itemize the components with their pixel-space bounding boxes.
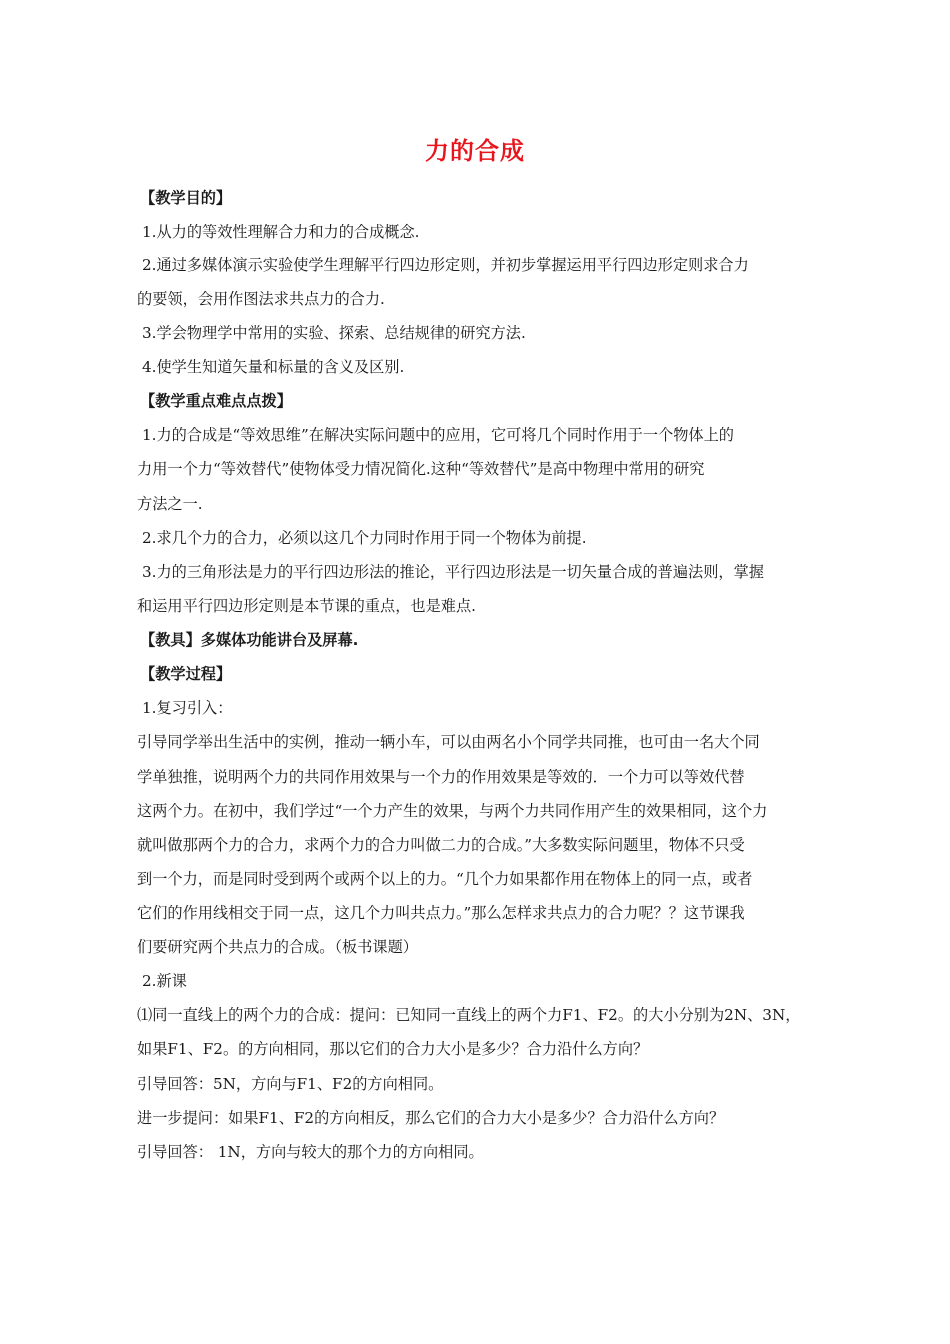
- paragraph-line: 2.新课: [142, 972, 187, 990]
- paragraph-line: 力用一个力“等效替代”使物体受力情况简化.这种“等效替代”是高中物理中常用的研究: [137, 460, 705, 478]
- paragraph-line: 1.从力的等效性理解合力和力的合成概念.: [142, 223, 420, 241]
- paragraph-line: 3.力的三角形法是力的平行四边形法的推论，平行四边形法是一切矢量合成的普遍法则，掌握: [142, 563, 764, 581]
- paragraph-line: 4.使学生知道矢量和标量的含义及区别.: [142, 358, 405, 376]
- paragraph-line: 学单独推，说明两个力的共同作用效果与一个力的作用效果是等效的．一个力可以等效代替: [137, 768, 745, 786]
- paragraph-line: 和运用平行四边形定则是本节课的重点，也是难点.: [137, 597, 476, 615]
- paragraph-line: 就叫做那两个力的合力，求两个力的合力叫做二力的合成。”大多数实际问题里，物体不只受: [137, 836, 745, 854]
- paragraph-line: 1.力的合成是“等效思维”在解决实际问题中的应用，它可将几个同时作用于一个物体上的: [142, 426, 734, 444]
- paragraph-line: 引导回答：5N，方向与F1、F2的方向相同。: [137, 1075, 444, 1093]
- paragraph-line: 2.通过多媒体演示实验使学生理解平行四边形定则，并初步掌握运用平行四边形定则求合力: [142, 256, 749, 274]
- paragraph-line: 如果F1、F2。的方向相同，那以它们的合力大小是多少？合力沿什么方向？: [137, 1040, 649, 1058]
- section-heading-key-points: 【教学重点难点点拨】: [140, 392, 292, 410]
- document-title: 力的合成: [425, 137, 525, 165]
- section-heading-process: 【教学过程】: [140, 665, 232, 683]
- paragraph-line: 它们的作用线相交于同一点，这几个力叫共点力。”那么怎样求共点力的合力呢？？这节课我: [137, 904, 745, 922]
- paragraph-line: 引导同学举出生活中的实例，推动一辆小车，可以由两名小个同学共同推，也可由一名大个同: [137, 733, 760, 751]
- paragraph-line: 1.复习引入：: [142, 699, 233, 717]
- paragraph-line: 引导回答： 1N，方向与较大的那个力的方向相同。: [137, 1143, 484, 1161]
- paragraph-line: 这两个力。在初中，我们学过“一个力产生的效果，与两个力共同作用产生的效果相同，这个力: [137, 802, 768, 820]
- paragraph-line: 们要研究两个共点力的合成。（板书课题）: [137, 938, 418, 956]
- paragraph-line: 3.学会物理学中常用的实验、探索、总结规律的研究方法.: [142, 324, 526, 342]
- paragraph-line: 进一步提问：如果F1、F2的方向相反，那么它们的合力大小是多少？合力沿什么方向？: [137, 1109, 725, 1127]
- section-heading-objectives: 【教学目的】: [140, 189, 232, 207]
- paragraph-line: ⑴同一直线上的两个力的合成：提问：已知同一直线上的两个力F1、F2。的大小分别为2N、3N，: [137, 1006, 801, 1024]
- paragraph-line: 的要领，会用作图法求共点力的合力.: [137, 290, 385, 308]
- section-heading-teaching-aids: 【教具】多媒体功能讲台及屏幕.: [140, 631, 359, 649]
- paragraph-line: 2.求几个力的合力，必须以这几个力同时作用于同一个物体为前提.: [142, 529, 587, 547]
- paragraph-line: 到一个力，而是同时受到两个或两个以上的力。“几个力如果都作用在物体上的同一点，或者: [137, 870, 753, 888]
- paragraph-line: 方法之一.: [137, 495, 203, 513]
